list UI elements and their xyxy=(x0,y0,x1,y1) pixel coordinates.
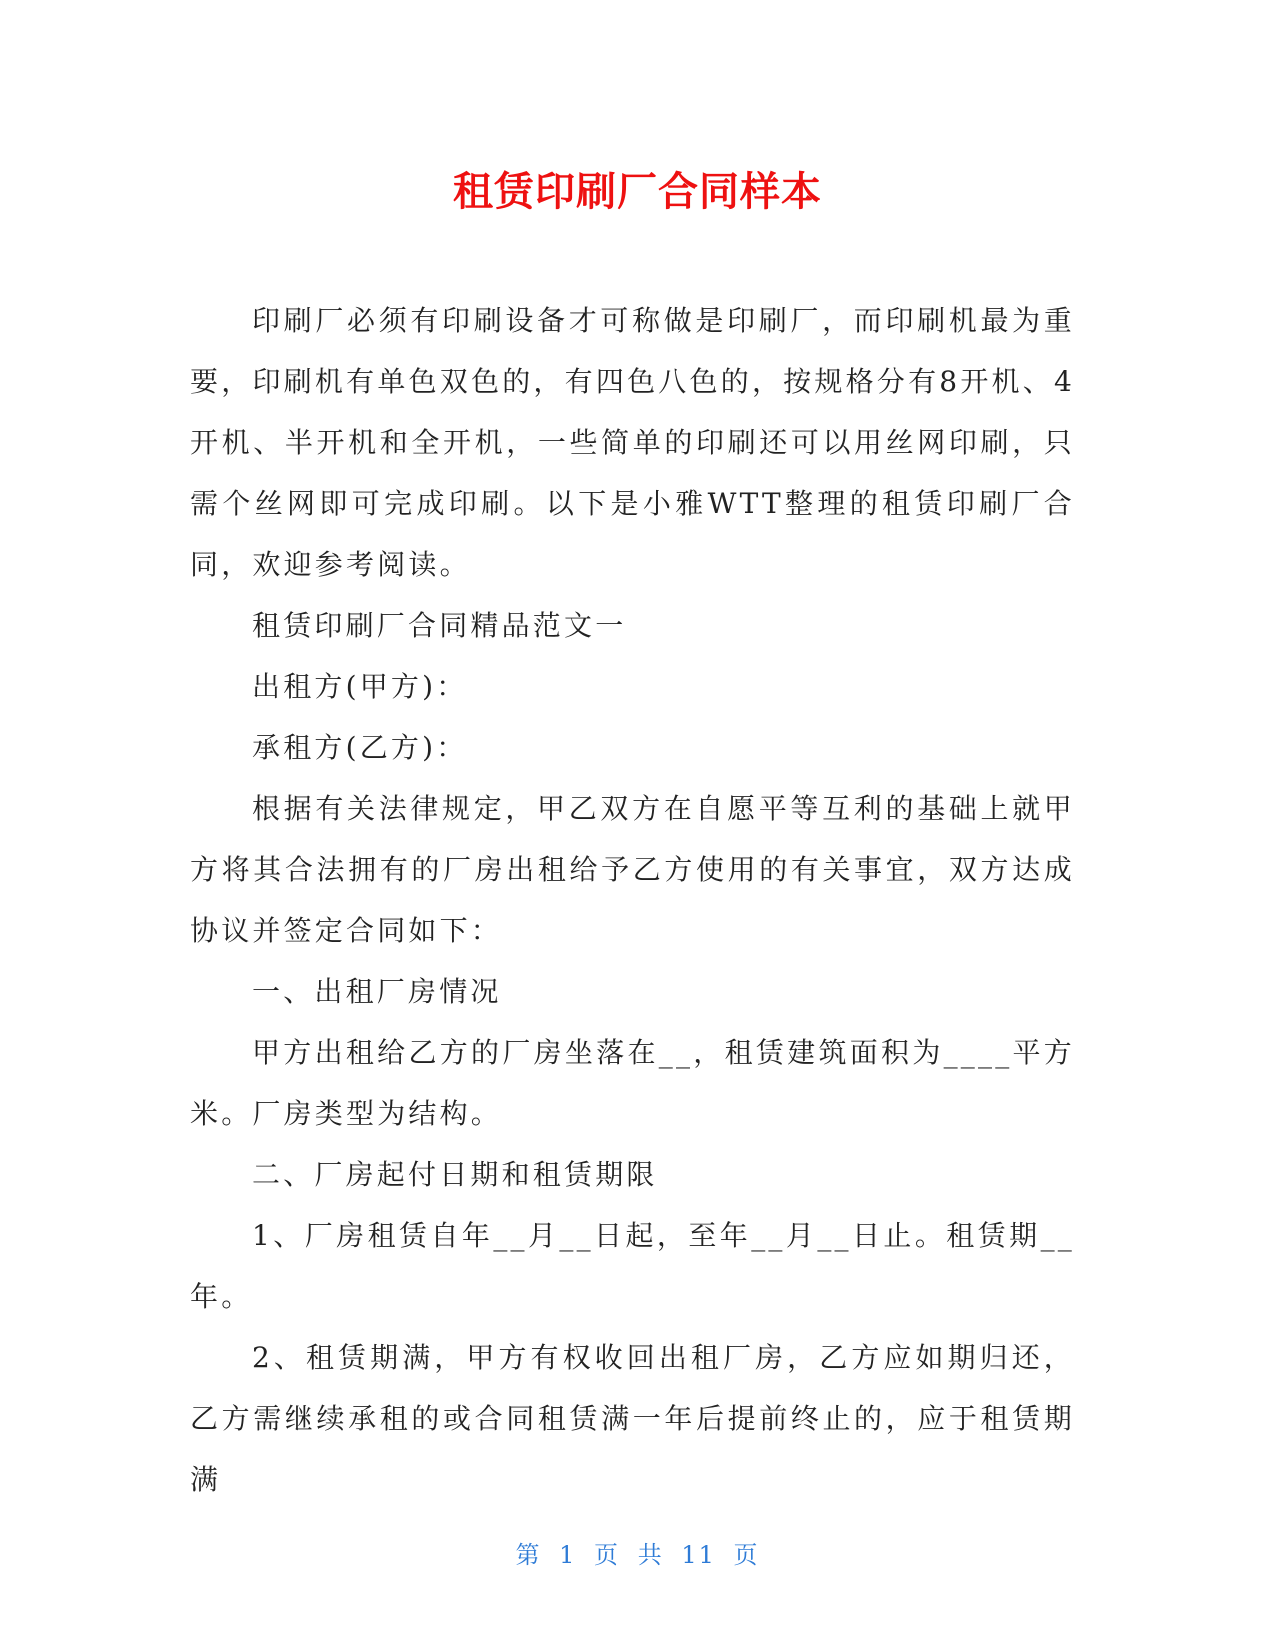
paragraph-lease-term: 1、厂房租赁自年__月__日起，至年__月__日止。租赁期__年。 xyxy=(190,1219,1075,1313)
paragraph-section-two: 二、厂房起付日期和租赁期限 xyxy=(252,1158,658,1191)
paragraph-section-one: 一、出租厂房情况 xyxy=(252,975,502,1008)
paragraph-legal-basis: 根据有关法律规定，甲乙双方在自愿平等互利的基础上就甲方将其合法拥有的厂房出租给予乙方使用的有关事宜，双方达成协议并签定合同如下： xyxy=(190,792,1075,947)
footer-total-pages: 11 xyxy=(681,1541,716,1569)
footer-current-page: 1 xyxy=(559,1541,577,1569)
document-title: 租赁印刷厂合同样本 xyxy=(453,169,822,215)
paragraph-lease-expiry: 2、租赁期满，甲方有权收回出租厂房，乙方应如期归还，乙方需继续承租的或合同租赁满一年后提前终止的，应于租赁期满 xyxy=(190,1341,1075,1496)
paragraph-lessor: 出租方(甲方)： xyxy=(252,670,468,703)
footer-total-label: 共 xyxy=(637,1541,664,1569)
footer-page-unit: 页 xyxy=(594,1541,621,1569)
paragraph-heading-sample-one: 租赁印刷厂合同精品范文一 xyxy=(252,609,627,642)
footer-page-label: 第 xyxy=(515,1541,542,1569)
paragraph-intro: 印刷厂必须有印刷设备才可称做是印刷厂，而印刷机最为重要，印刷机有单色双色的，有四色八色的，按规格分有8开机、4开机、半开机和全开机，一些简单的印刷还可以用丝网印刷，只需个丝网即可完成印刷。以下是小雅WTT整理的租赁印刷厂合同，欢迎参考阅读。 xyxy=(190,304,1075,581)
footer-total-unit: 页 xyxy=(733,1541,760,1569)
document-body xyxy=(190,290,1075,1510)
paragraph-lessee: 承租方(乙方)： xyxy=(252,731,468,764)
page-footer xyxy=(0,1540,1275,1570)
paragraph-factory-location: 甲方出租给乙方的厂房坐落在__，租赁建筑面积为____平方米。厂房类型为结构。 xyxy=(190,1036,1075,1130)
